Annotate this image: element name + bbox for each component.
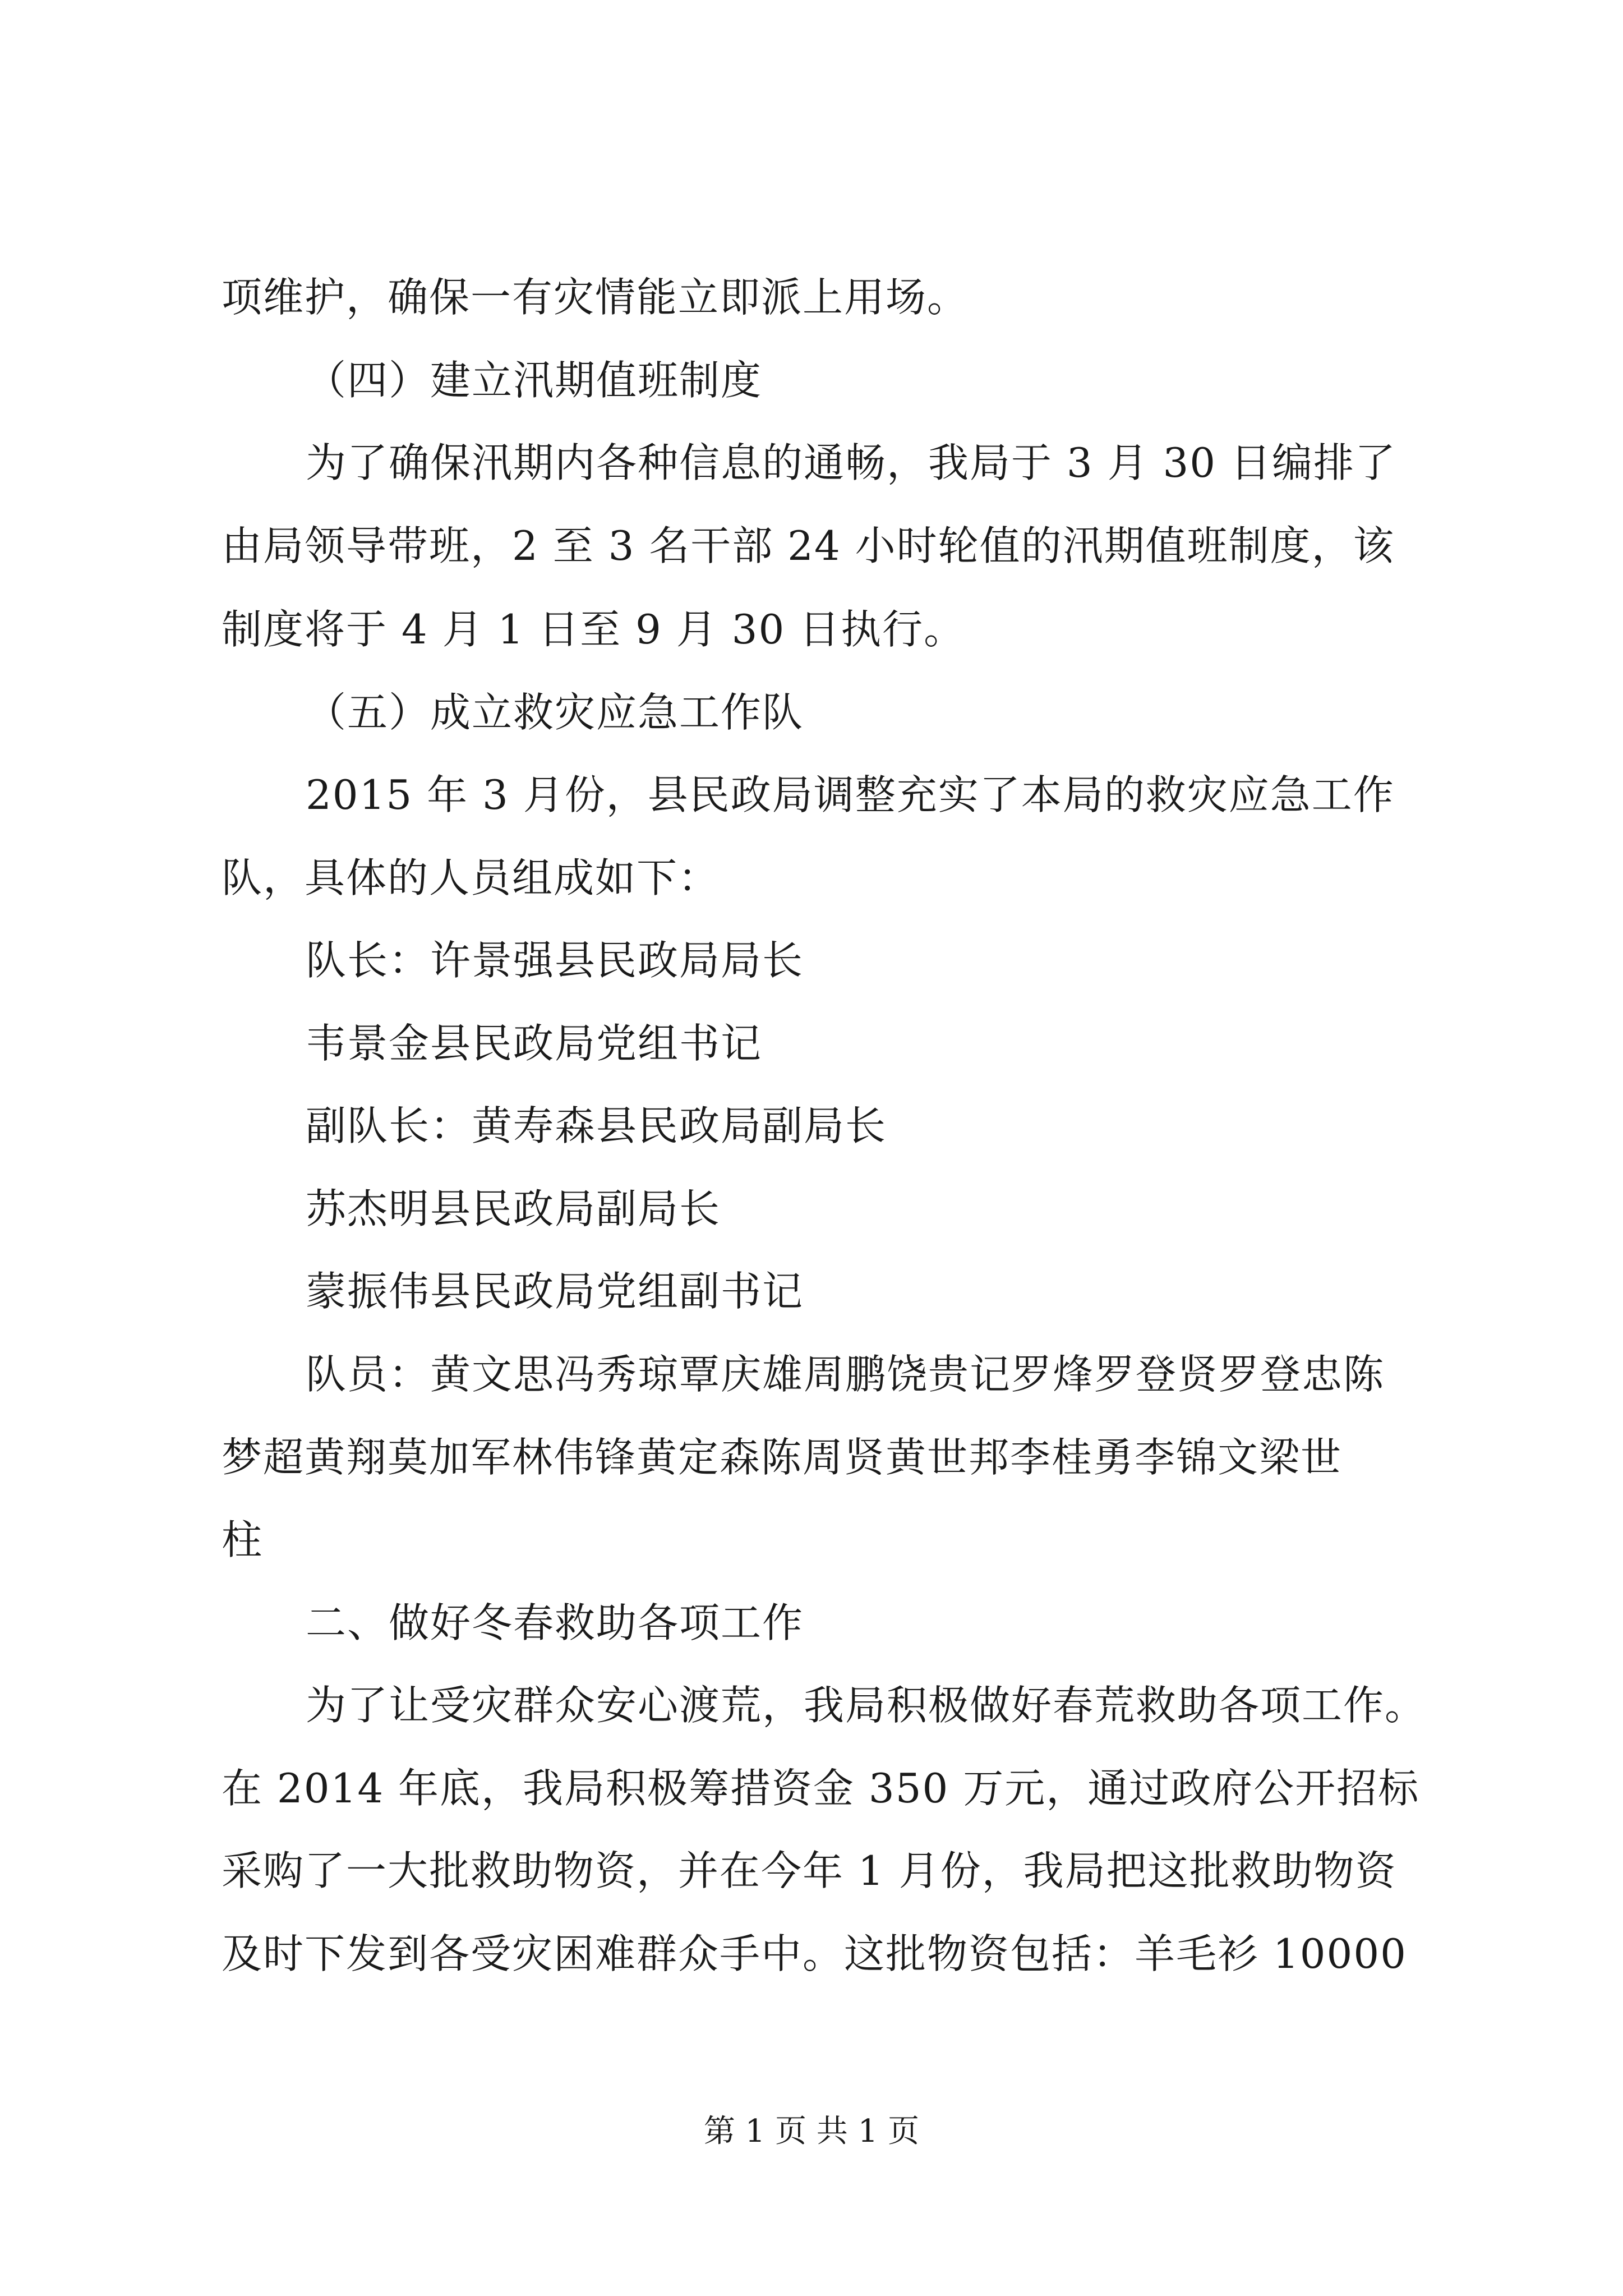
text-line: 蒙振伟县民政局党组副书记	[306, 1268, 804, 1315]
text-line: 2015 年 3 月份，县民政局调整充实了本局的救灾应急工作	[306, 771, 1395, 818]
section-heading: （四）建立汛期值班制度	[306, 357, 763, 404]
text-line: 队员：黄文思冯秀琼覃庆雄周鹏饶贵记罗烽罗登贤罗登忠陈	[306, 1351, 1385, 1398]
text-line: 采购了一大批救助物资，并在今年 1 月份，我局把这批救助物资	[222, 1847, 1397, 1894]
text-line: 及时下发到各受灾困难群众手中。这批物资包括：羊毛衫 10000	[222, 1930, 1407, 1977]
text-line: 副队长：黄寿森县民政局副局长	[306, 1102, 887, 1149]
text-line: 由局领导带班，2 至 3 名干部 24 小时轮值的汛期值班制度，该	[222, 522, 1395, 569]
text-line: 队，具体的人员组成如下：	[222, 854, 720, 901]
text-line: 为了确保汛期内各种信息的通畅，我局于 3 月 30 日编排了	[306, 439, 1396, 486]
text-line: 在 2014 年底，我局积极筹措资金 350 万元，通过政府公开招标	[222, 1765, 1420, 1812]
text-line: 队长：许景强县民政局局长	[306, 937, 804, 984]
text-line: 苏杰明县民政局副局长	[306, 1185, 721, 1232]
section-heading: （五）成立救灾应急工作队	[306, 689, 804, 736]
section-heading: 二、做好冬春救助各项工作	[306, 1599, 804, 1646]
page-footer: 第 1 页 共 1 页	[703, 2113, 920, 2150]
text-line: 柱	[222, 1516, 264, 1563]
text-line: 项维护，确保一有灾情能立即派上用场。	[222, 274, 969, 321]
text-line: 梦超黄翔莫加军林伟锋黄定森陈周贤黄世邦李桂勇李锦文梁世	[222, 1434, 1343, 1481]
text-line: 制度将于 4 月 1 日至 9 月 30 日执行。	[222, 606, 966, 653]
text-line: 韦景金县民政局党组书记	[306, 1020, 763, 1067]
text-line: 为了让受灾群众安心渡荒，我局积极做好春荒救助各项工作。	[306, 1682, 1427, 1729]
